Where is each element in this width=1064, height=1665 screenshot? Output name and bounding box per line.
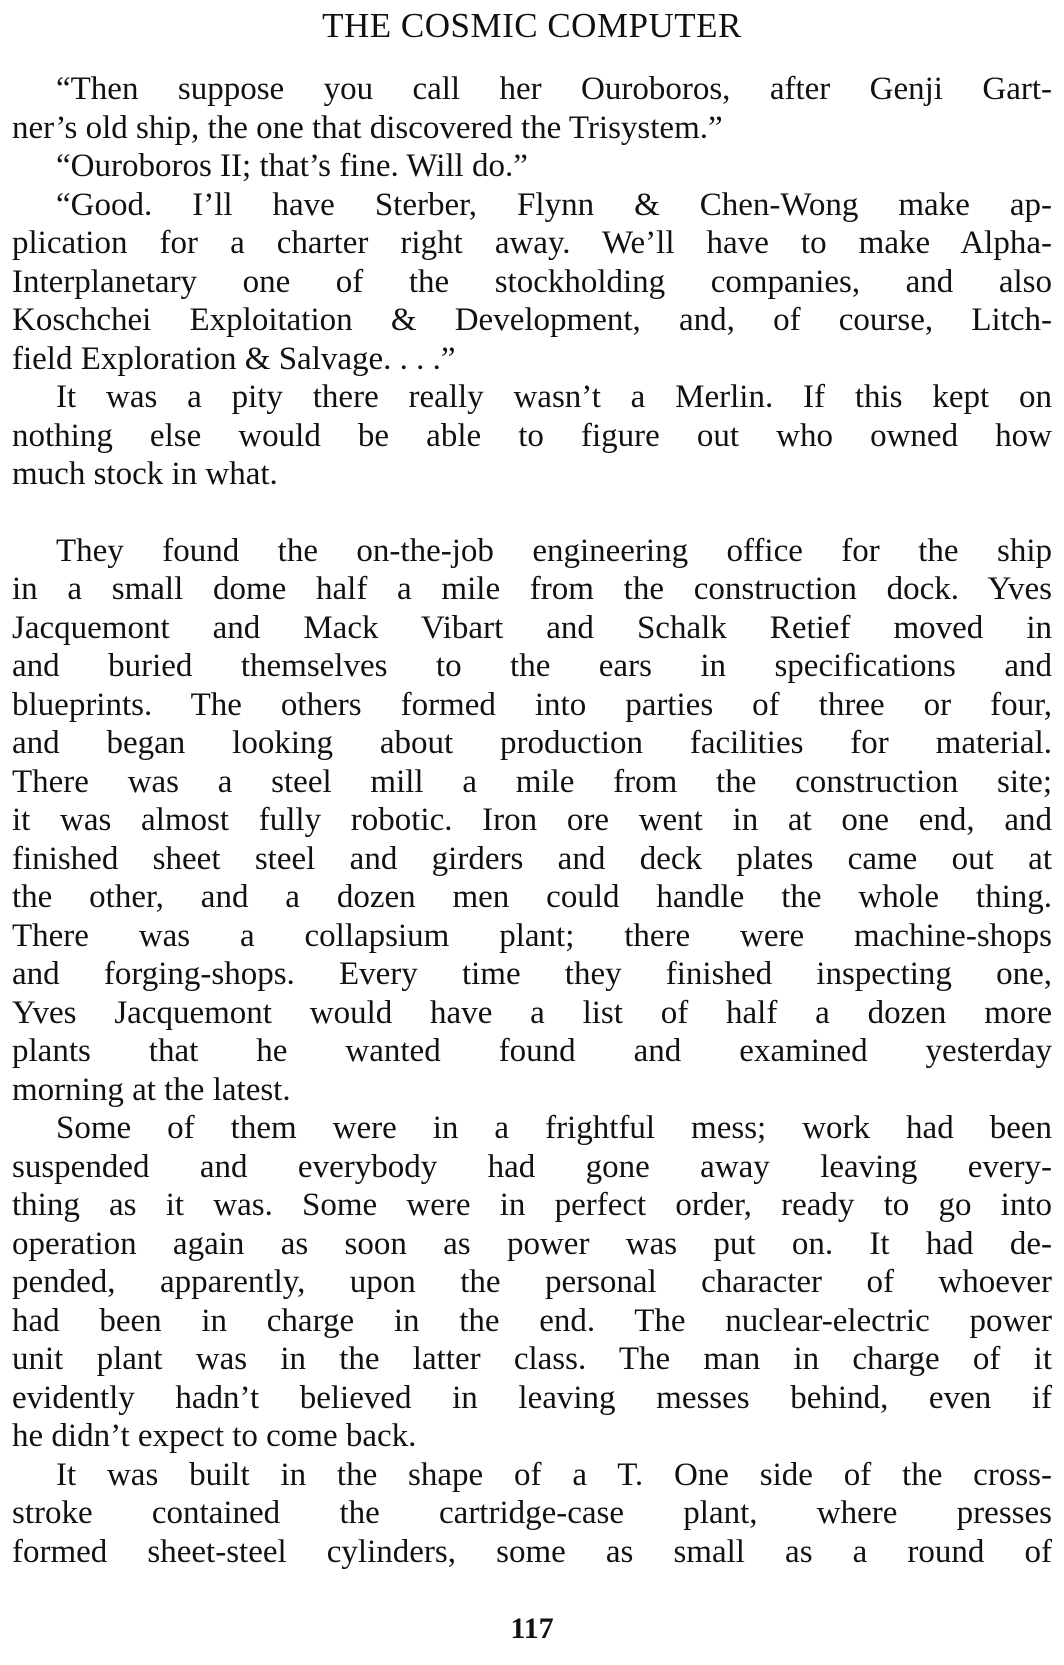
text-line: morning at the latest. bbox=[12, 1071, 291, 1108]
paragraph-6 bbox=[12, 1109, 1052, 1456]
text-line: field Exploration & Salvage. . . .” bbox=[12, 340, 456, 377]
text-line: “Ouroboros II; that’s fine. Will do.” bbox=[56, 148, 528, 184]
text-line: Jacquemont and Mack Vibart and Schalk Retief moved in bbox=[12, 609, 1052, 646]
text-line: blueprints. The others formed into parties of three or four, bbox=[12, 686, 1052, 723]
paragraph-7 bbox=[12, 1456, 1052, 1572]
text-line: suspended and everybody had gone away leaving every- bbox=[12, 1148, 1052, 1185]
text-line: much stock in what. bbox=[12, 456, 278, 492]
text-line: There was a collapsium plant; there were machine-shops bbox=[12, 917, 1052, 954]
text-line: finished sheet steel and girders and deck plates came out at bbox=[12, 840, 1052, 877]
text-line: had been in charge in the end. The nuclear-electric power bbox=[12, 1302, 1052, 1339]
paragraph-5 bbox=[12, 532, 1052, 1110]
text-line: There was a steel mill a mile from the construction site; bbox=[12, 763, 1052, 800]
text-line: nothing else would be able to figure out who owned how bbox=[12, 417, 1052, 454]
paragraph-4 bbox=[12, 378, 1052, 494]
text-line: it was almost fully robotic. Iron ore went in at one end, and bbox=[12, 802, 1052, 838]
text-line: They found the on-the-job engineering office for the ship bbox=[56, 532, 1052, 569]
text-line: the other, and a dozen men could handle the whole thing. bbox=[12, 879, 1052, 915]
text-line: thing as it was. Some were in perfect order, ready to go into bbox=[12, 1187, 1052, 1223]
text-line: and forging-shops. Every time they finished inspecting one, bbox=[12, 956, 1052, 992]
text-line: Yves Jacquemont would have a list of half a dozen more bbox=[12, 994, 1052, 1031]
text-line: and began looking about production facilities for material. bbox=[12, 725, 1052, 761]
text-line: stroke contained the cartridge-case plant, where presses bbox=[12, 1495, 1052, 1531]
text-line: “Good. I’ll have Sterber, Flynn & Chen-Wong make ap- bbox=[56, 186, 1052, 223]
text-line: formed sheet-steel cylinders, some as small as a round of bbox=[12, 1533, 1052, 1570]
body-text bbox=[12, 70, 1052, 1571]
paragraph-1 bbox=[12, 70, 1052, 147]
paragraph-2 bbox=[12, 147, 1052, 186]
text-line: It was built in the shape of a T. One side of the cross- bbox=[56, 1456, 1052, 1493]
text-line: in a small dome half a mile from the construction dock. Yves bbox=[12, 571, 1052, 607]
text-line: he didn’t expect to come back. bbox=[12, 1418, 417, 1454]
page-number: 117 bbox=[510, 1612, 554, 1645]
text-line: plication for a charter right away. We’ll have to make Alpha- bbox=[12, 225, 1052, 261]
text-line: unit plant was in the latter class. The man in charge of it bbox=[12, 1341, 1052, 1377]
paragraph-3 bbox=[12, 186, 1052, 379]
text-line: Some of them were in a frightful mess; work had been bbox=[56, 1110, 1052, 1146]
book-page bbox=[12, 0, 1052, 1665]
text-line: evidently hadn’t believed in leaving messes behind, even if bbox=[12, 1379, 1052, 1416]
text-line: ner’s old ship, the one that discovered the Trisystem.” bbox=[12, 109, 723, 146]
running-title: THE COSMIC COMPUTER bbox=[322, 6, 742, 45]
text-line: It was a pity there really wasn’t a Merlin. If this kept on bbox=[56, 379, 1052, 415]
text-line: operation again as soon as power was put on. It had de- bbox=[12, 1225, 1052, 1262]
text-line: Interplanetary one of the stockholding companies, and also bbox=[12, 263, 1052, 300]
text-line: pended, apparently, upon the personal character of whoever bbox=[12, 1264, 1052, 1300]
text-line: “Then suppose you call her Ouroboros, after Genji Gart- bbox=[56, 71, 1052, 107]
text-line: Koschchei Exploitation & Development, and, of course, Litch- bbox=[12, 302, 1052, 338]
text-line: plants that he wanted found and examined yesterday bbox=[12, 1033, 1052, 1069]
text-line: and buried themselves to the ears in specifications and bbox=[12, 648, 1052, 684]
